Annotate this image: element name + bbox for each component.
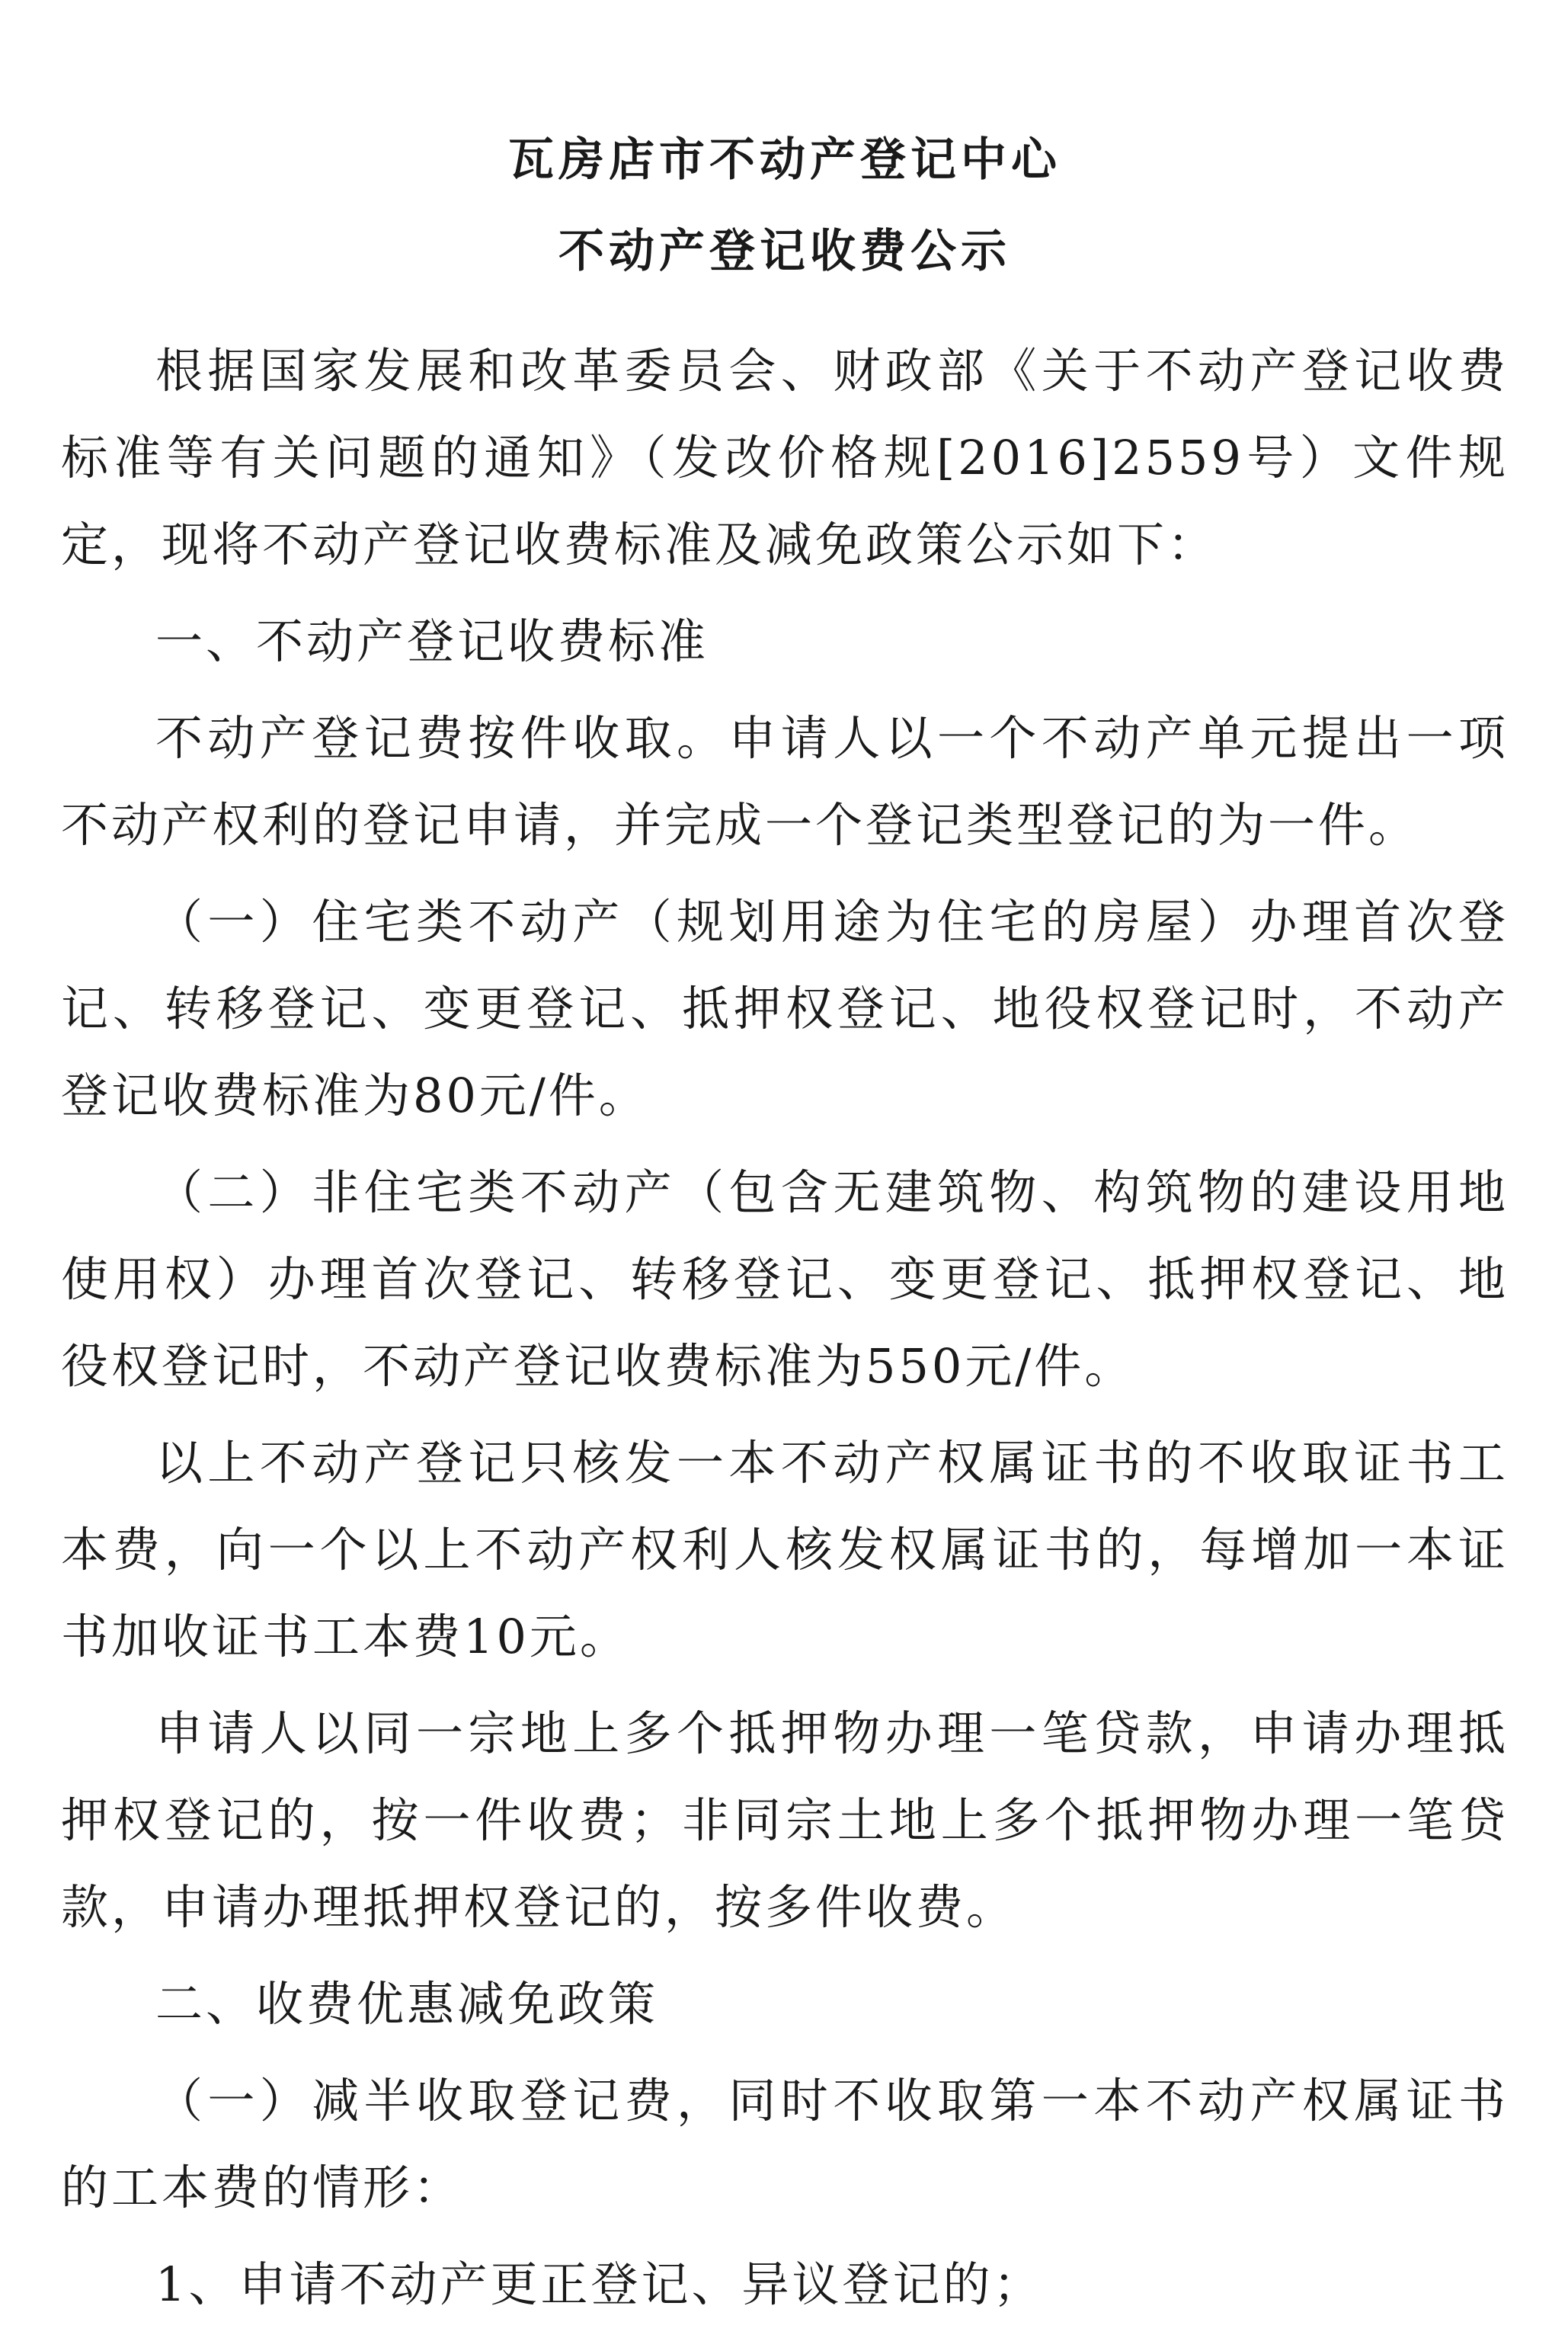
list-item-1: 1、申请不动产更正登记、异议登记的； [155, 2256, 1044, 2312]
paragraph-intro: 根据国家发展和改革委员会、财政部《关于不动产登记收费标准等有关问题的通知》（发改价格规[2016]2559号）文件规定，现将不动产登记收费标准及减免政策公示如下： [61, 343, 1509, 572]
paragraph-per-item: 不动产登记费按件收取。申请人以一个不动产单元提出一项不动产权利的登记申请，并完成一个登记类型登记的为一件。 [61, 710, 1509, 853]
paragraph-certificate-fee: 以上不动产登记只核发一本不动产权属证书的不收取证书工本费，向一个以上不动产权利人核发权属证书的，每增加一本证书加收证书工本费10元。 [61, 1435, 1509, 1664]
paragraph-mortgage: 申请人以同一宗地上多个抵押物办理一笔贷款，申请办理抵押权登记的，按一件收费；非同宗土地上多个抵押物办理一笔贷款，申请办理抵押权登记的，按多件收费。 [61, 1705, 1509, 1935]
section-heading-fee-standard: 一、不动产登记收费标准 [155, 613, 709, 669]
paragraph-non-residential: （二）非住宅类不动产（包含无建筑物、构筑物的建设用地使用权）办理首次登记、转移登记、变更登记、抵押权登记、地役权登记时，不动产登记收费标准为550元/件。 [61, 1164, 1509, 1394]
section-heading-reductions: 二、收费优惠减免政策 [155, 1976, 659, 2032]
document-title-line2: 不动产登记收费公示 [558, 225, 1011, 278]
document-title-line1: 瓦房店市不动产登记中心 [508, 133, 1061, 187]
paragraph-half-fee: （一）减半收取登记费，同时不收取第一本不动产权属证书的工本费的情形： [61, 2073, 1509, 2215]
document-page [61, 114, 1509, 2338]
paragraph-residential: （一）住宅类不动产（规划用途为住宅的房屋）办理首次登记、转移登记、变更登记、抵押权登记、地役权登记时，不动产登记收费标准为80元/件。 [61, 894, 1509, 1123]
